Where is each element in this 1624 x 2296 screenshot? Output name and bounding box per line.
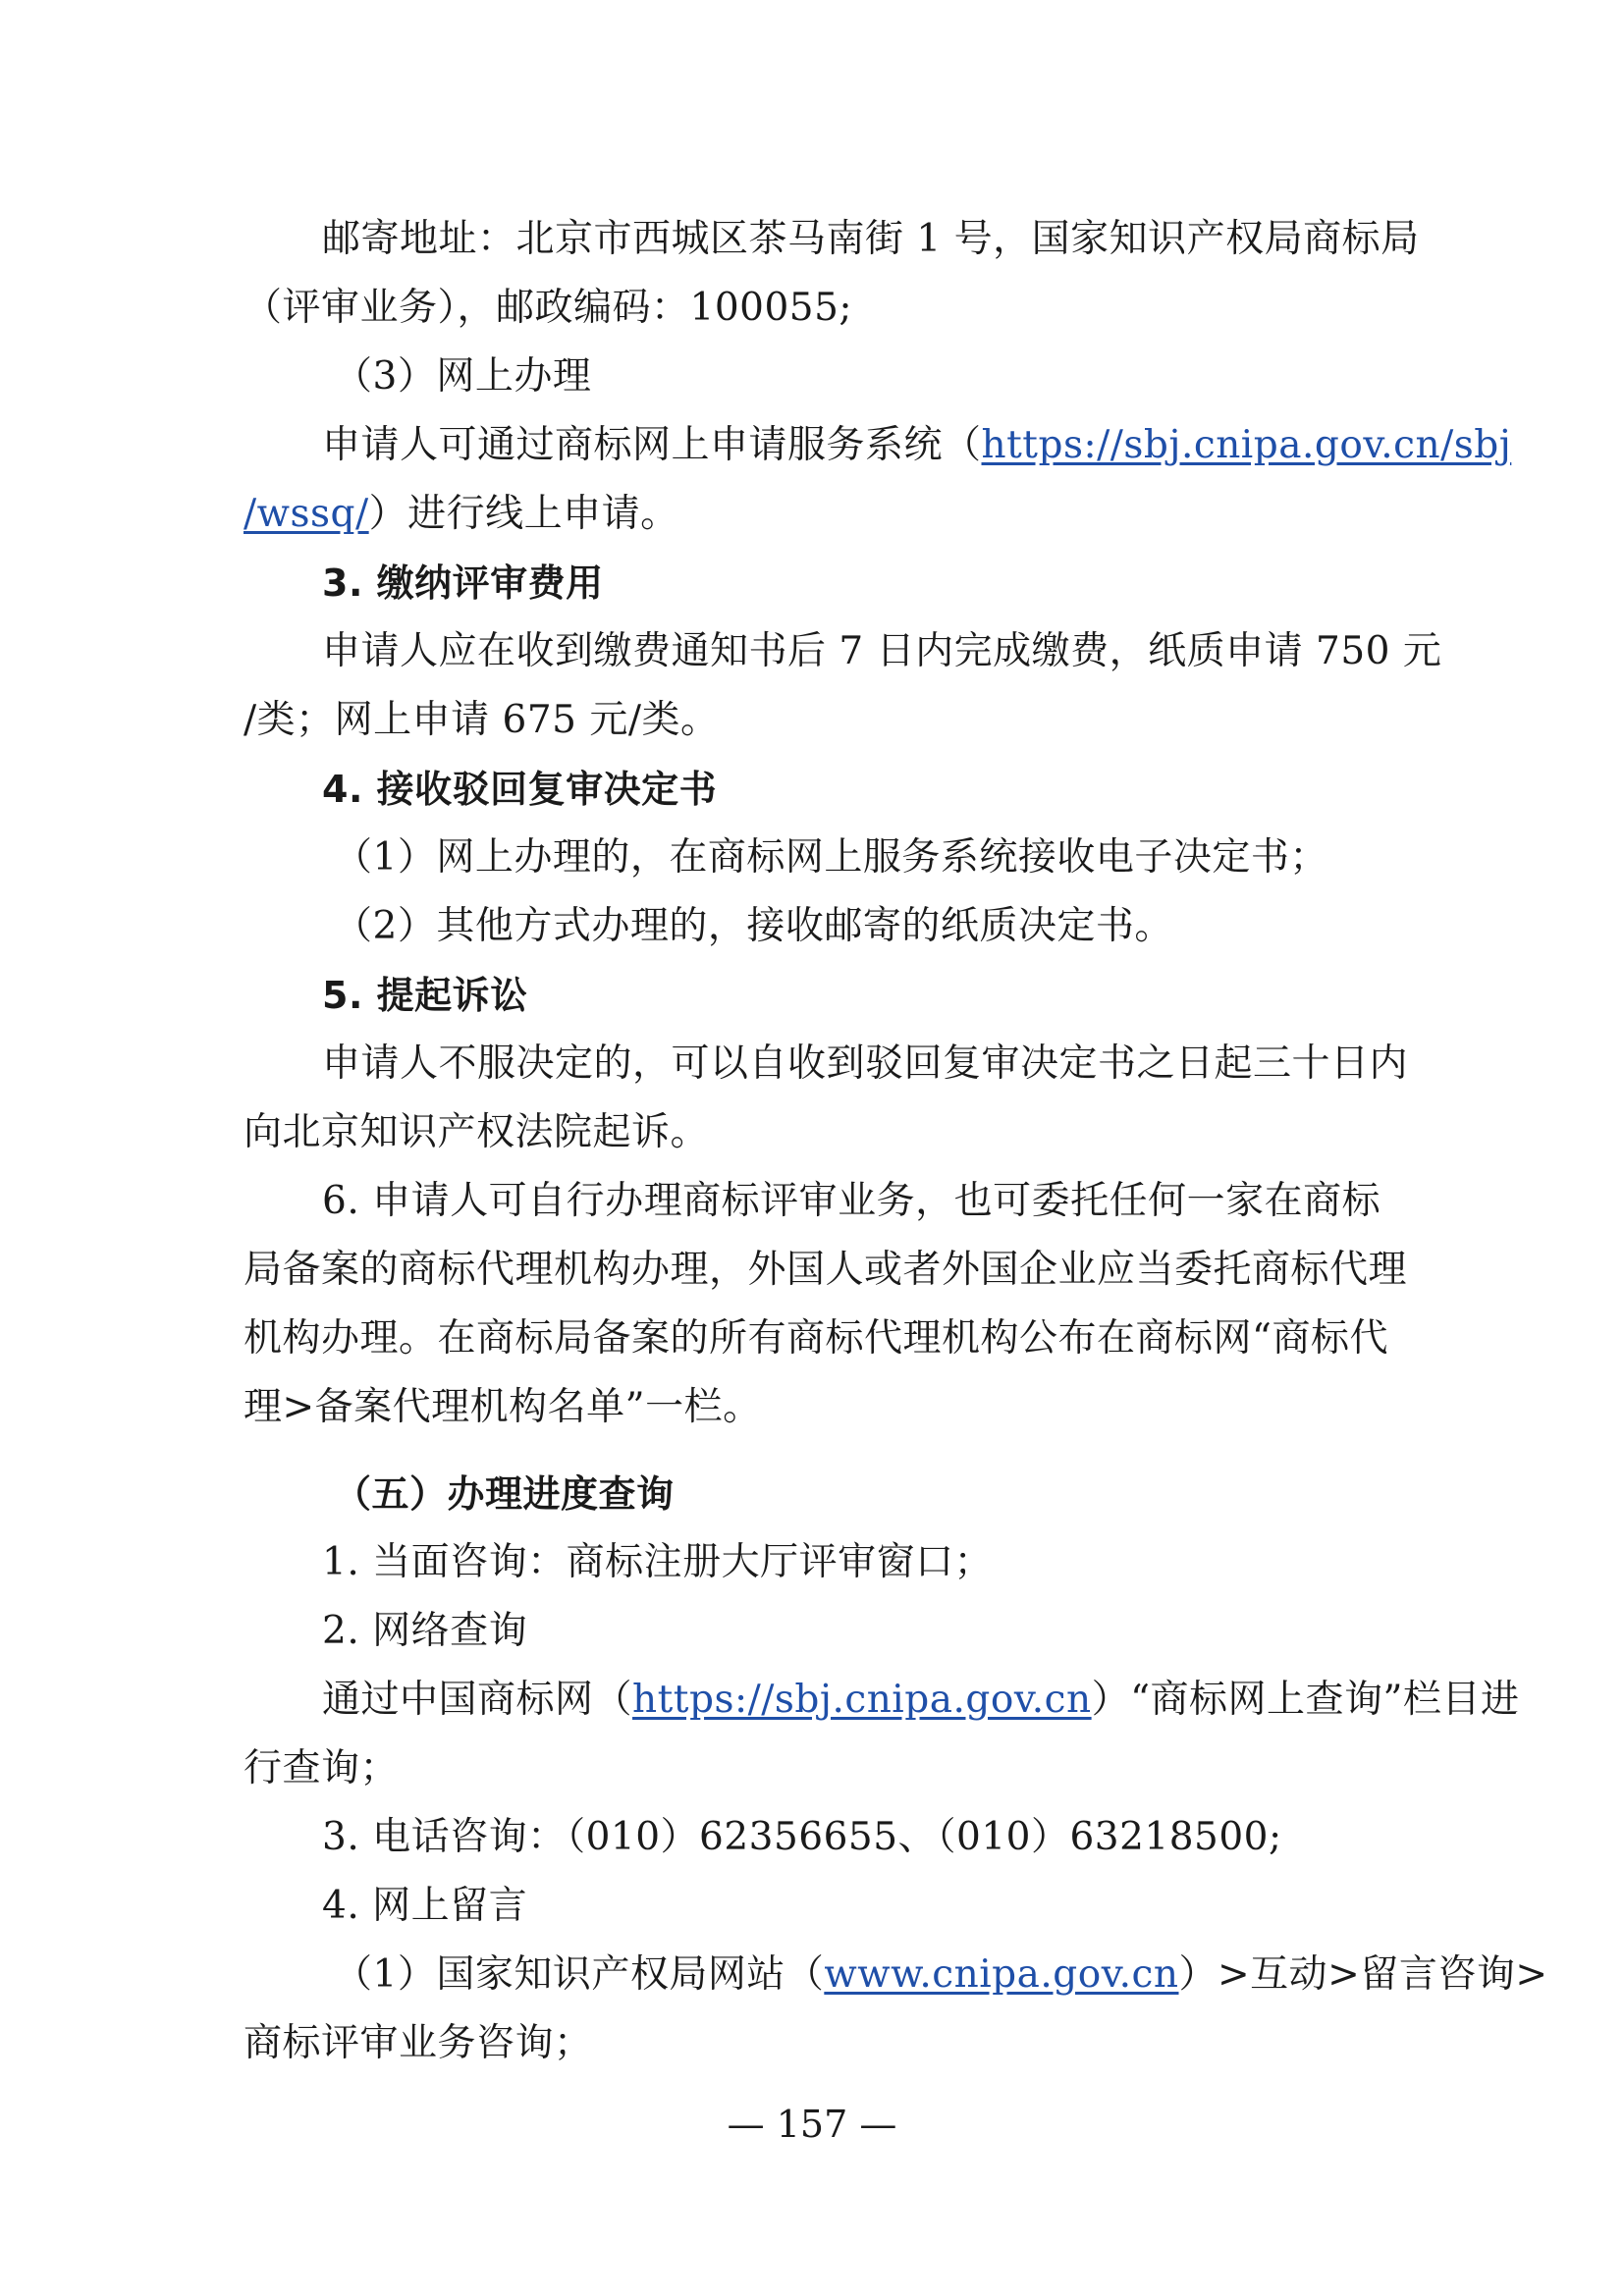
trademark-site-link[interactable]: https://sbj.cnipa.gov.cn xyxy=(632,1678,1092,1722)
agency-line-1: 6. 申请人可自行办理商标评审业务，也可委托任何一家在商标 xyxy=(322,1179,1381,1223)
online-application-link[interactable]: https://sbj.cnipa.gov.cn/sbj xyxy=(981,423,1512,467)
online-application-text-end: ）进行线上申请。 xyxy=(368,492,679,536)
agency-line-2: 局备案的商标代理机构办理，外国人或者外国企业应当委托商标代理 xyxy=(244,1248,1408,1292)
online-application-line-1 xyxy=(322,420,1511,471)
online-processing-heading: （3）网上办理 xyxy=(334,354,592,399)
mailing-address-line-1: 邮寄地址：北京市西城区茶马南街 1 号，国家知识产权局商标局 xyxy=(322,217,1420,261)
online-query-line-2: 行查询； xyxy=(244,1746,400,1790)
receive-decision-online: （1）网上办理的，在商标网上服务系统接收电子决定书； xyxy=(334,835,1328,880)
phone-consultation: 3. 电话咨询：（010）62356655、（010）63218500; xyxy=(322,1815,1282,1859)
lawsuit-line-2: 向北京知识产权法院起诉。 xyxy=(244,1110,710,1154)
online-query-text-pre: 通过中国商标网（ xyxy=(322,1678,633,1722)
fee-payment-line-1: 申请人应在收到缴费通知书后 7 日内完成缴费，纸质申请 750 元 xyxy=(322,629,1442,673)
agency-line-3: 机构办理。在商标局备案的所有商标代理机构公布在商标网“商标代 xyxy=(244,1316,1388,1361)
online-application-line-2 xyxy=(244,489,679,540)
receive-decision-heading: 4. 接收驳回复审决定书 xyxy=(322,768,718,811)
online-application-text: 申请人可通过商标网上申请服务系统（ xyxy=(322,423,982,467)
in-person-consultation: 1. 当面咨询：商标注册大厅评审窗口； xyxy=(322,1540,994,1584)
progress-query-section-title: （五）办理进度查询 xyxy=(334,1472,675,1516)
online-message-line-2: 商标评审业务咨询； xyxy=(244,2021,593,2065)
online-message-line-1 xyxy=(334,1949,1548,2001)
online-query-line-1 xyxy=(322,1675,1520,1726)
online-query-heading: 2. 网络查询 xyxy=(322,1609,528,1653)
lawsuit-heading: 5. 提起诉讼 xyxy=(322,974,528,1017)
online-application-link-continued[interactable]: /wssq/ xyxy=(244,492,369,536)
receive-decision-mail: （2）其他方式办理的，接收邮寄的纸质决定书。 xyxy=(334,904,1173,948)
online-message-text-post: ）>互动>留言咨询> xyxy=(1178,1952,1548,1997)
online-query-text-post: ）“商标网上查询”栏目进 xyxy=(1091,1678,1520,1722)
online-message-text-pre: （1）国家知识产权局网站（ xyxy=(334,1952,825,1997)
online-message-heading: 4. 网上留言 xyxy=(322,1884,528,1928)
cnipa-site-link[interactable]: www.cnipa.gov.cn xyxy=(824,1952,1179,1997)
agency-line-4: 理>备案代理机构名单”一栏。 xyxy=(244,1385,762,1429)
fee-payment-line-2: /类；网上申请 675 元/类。 xyxy=(244,698,720,742)
lawsuit-line-1: 申请人不服决定的，可以自收到驳回复审决定书之日起三十日内 xyxy=(322,1041,1409,1086)
fee-payment-heading: 3. 缴纳评审费用 xyxy=(322,561,604,605)
page-number: — 157 — xyxy=(727,2103,897,2146)
mailing-address-line-2: （评审业务），邮政编码：100055; xyxy=(244,286,853,330)
